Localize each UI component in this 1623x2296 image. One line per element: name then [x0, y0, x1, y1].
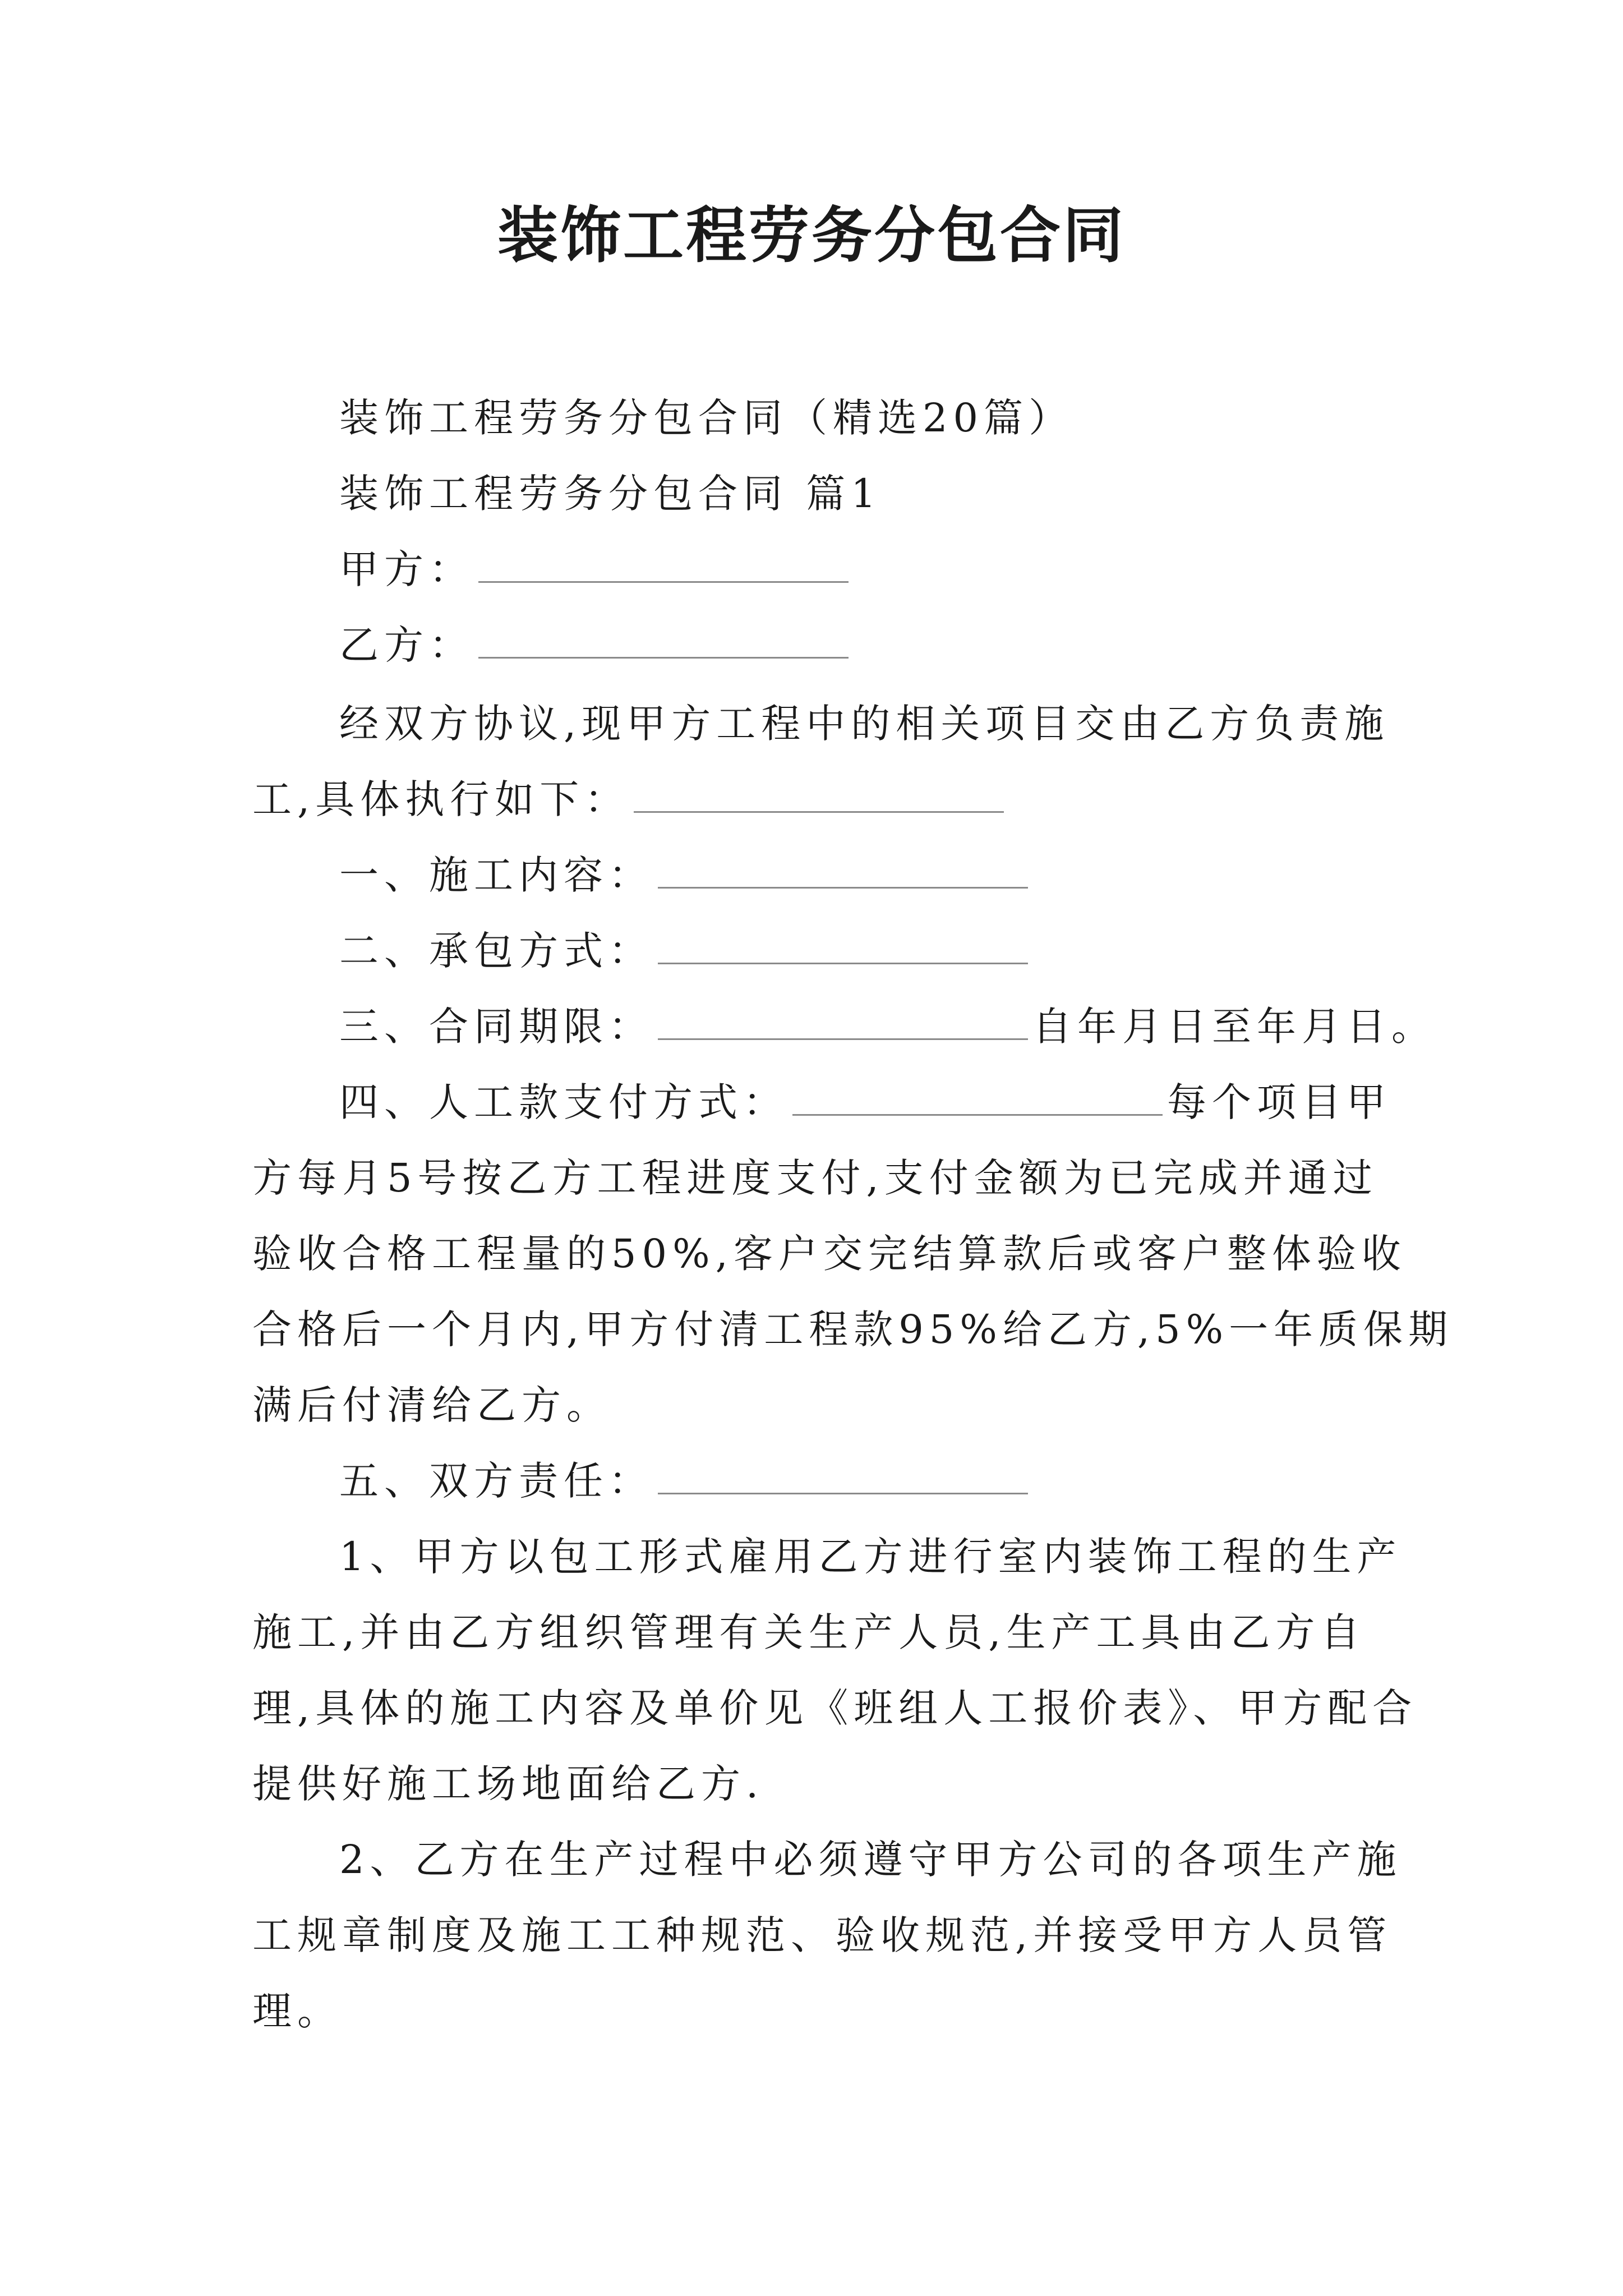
clause-label: 五、双方责任： [339, 1458, 653, 1504]
party-a-line [252, 541, 1396, 597]
subtitle-line [252, 390, 1396, 446]
paragraph-line [252, 1983, 1396, 2039]
paragraph-text: 验收合格工程量的50%,客户交完结算款后或客户整体验收 [252, 1231, 1407, 1277]
paragraph-text: 合格后一个月内,甲方付清工程款95%给乙方,5%一年质保期 [252, 1306, 1454, 1352]
paragraph-line [252, 1226, 1407, 1282]
term-blank [658, 1004, 1028, 1040]
paragraph-line [252, 771, 1396, 827]
paragraph-line [252, 1604, 1396, 1660]
party-a-label: 甲方： [339, 546, 474, 592]
execution-blank [634, 776, 1004, 813]
responsibility-blank [658, 1458, 1028, 1494]
paragraph-text: 施工,并由乙方组织管理有关生产人员,生产工具由乙方自 [252, 1609, 1366, 1655]
clause-line [252, 1453, 1396, 1509]
party-b-blank [478, 622, 849, 659]
content-blank [658, 852, 1028, 889]
paragraph-text: 方每月5号按乙方工程进度支付,支付金额为已完成并通过 [252, 1155, 1378, 1201]
term-suffix: 自年月日至年月日。 [1032, 1004, 1436, 1050]
paragraph-text: 理,具体的施工内容及单价见《班组人工报价表》、甲方配合 [252, 1685, 1418, 1731]
paragraph-line [252, 1832, 1402, 1888]
paragraph-line [252, 1907, 1396, 1963]
method-blank [658, 928, 1028, 964]
party-a-blank [478, 546, 849, 583]
paragraph-text: 理。 [252, 1988, 342, 2034]
section-heading-text: 装饰工程劳务分包合同 篇1 [339, 471, 882, 517]
paragraph-text: 工,具体执行如下： [252, 776, 630, 822]
paragraph-text: 2、乙方在生产过程中必须遵守甲方公司的各项生产施 [339, 1837, 1402, 1883]
paragraph-text: 满后付清给乙方。 [252, 1382, 611, 1428]
paragraph-line [252, 696, 1396, 752]
clause-label: 三、合同期限： [339, 1004, 653, 1050]
paragraph-line [252, 1529, 1402, 1585]
clause-label: 二、承包方式： [339, 928, 653, 974]
clause-label: 一、施工内容： [339, 852, 653, 898]
clause-line [252, 847, 1396, 903]
clause-line [252, 999, 1436, 1055]
paragraph-text: 提供好施工场地面给乙方. [252, 1761, 764, 1807]
paragraph-line [252, 1150, 1396, 1206]
party-b-label: 乙方： [339, 622, 474, 668]
payment-blank [792, 1079, 1163, 1116]
clause-line [252, 1074, 1396, 1130]
document-title: 装饰工程劳务分包合同 [497, 200, 1126, 271]
clause-label: 四、人工款支付方式： [339, 1079, 788, 1125]
subtitle-text: 装饰工程劳务分包合同（精选20篇） [339, 395, 1074, 441]
payment-suffix: 每个项目甲 [1167, 1079, 1391, 1125]
paragraph-line [252, 1301, 1454, 1358]
paragraph-text: 工规章制度及施工工种规范、验收规范,并接受甲方人员管 [252, 1912, 1393, 1958]
paragraph-text: 1、甲方以包工形式雇用乙方进行室内装饰工程的生产 [339, 1534, 1402, 1580]
section-heading [252, 466, 1396, 522]
paragraph-line [252, 1680, 1418, 1736]
clause-line [252, 923, 1396, 979]
party-b-line [252, 617, 1396, 673]
paragraph-text: 经双方协议,现甲方工程中的相关项目交由乙方负责施 [339, 701, 1390, 747]
paragraph-line [252, 1377, 1396, 1433]
paragraph-line [252, 1756, 1396, 1812]
